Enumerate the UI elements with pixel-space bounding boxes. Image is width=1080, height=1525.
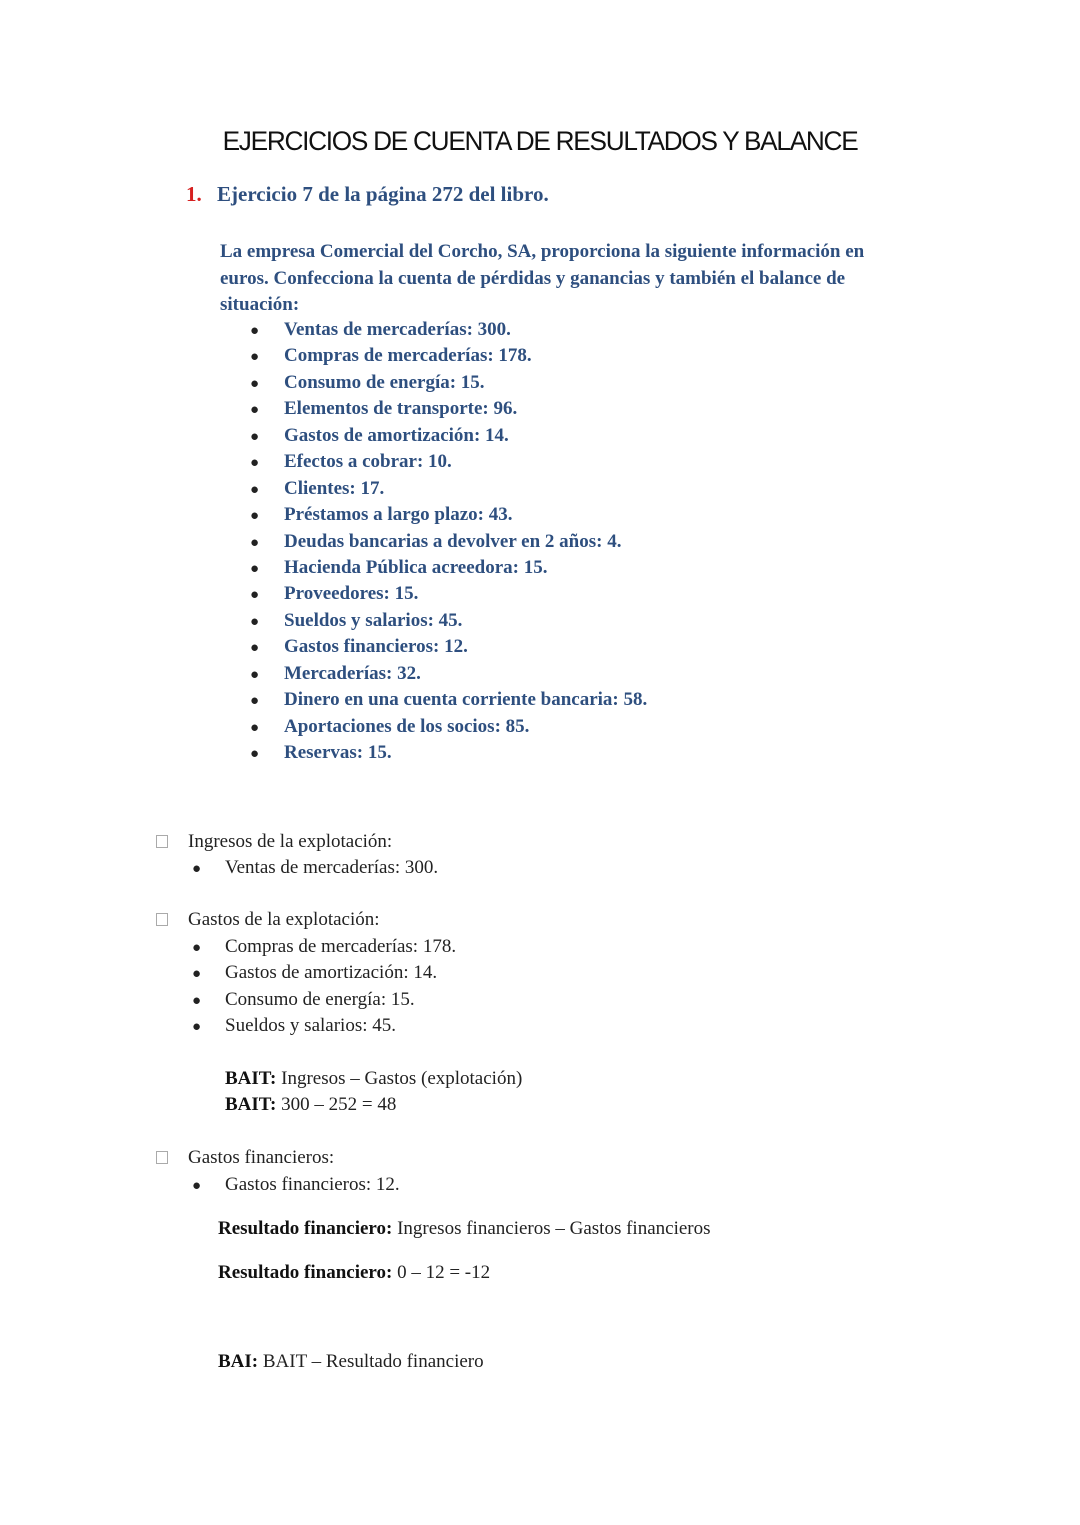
bait-formula: [225, 1068, 522, 1090]
data-list-item: [250, 740, 647, 766]
intro-line: situación:: [220, 294, 300, 315]
bullet-icon: ●: [250, 349, 260, 366]
exercise-number: 1.: [186, 182, 202, 206]
financieros-list: [192, 1172, 400, 1198]
item-text: Dinero en una cuenta corriente bancaria: 58.: [284, 689, 648, 711]
bullet-icon: ●: [250, 693, 260, 710]
data-list-item: [250, 423, 647, 449]
data-list-item: [250, 529, 647, 555]
value: 300 – 252 = 48: [276, 1094, 397, 1115]
list-item: [192, 855, 438, 881]
bullet-icon: ●: [192, 940, 202, 956]
bait-result: [225, 1094, 396, 1116]
bullet-icon: ●: [250, 587, 260, 604]
data-list-item: [250, 396, 647, 422]
data-list-item: [250, 634, 647, 660]
value: 0 – 12 = -12: [392, 1262, 491, 1283]
list-item: [192, 987, 456, 1013]
item-text: Elementos de transporte: 96.: [284, 398, 518, 420]
bullet-icon: ●: [192, 861, 202, 877]
section-heading: Gastos financieros:: [188, 1147, 335, 1168]
bullet-icon: ●: [192, 966, 202, 983]
data-list-item: [250, 343, 647, 369]
label: BAIT:: [225, 1094, 277, 1115]
item-text: Consumo de energía: 15.: [225, 988, 415, 1010]
item-text: Gastos de amortización: 14.: [284, 424, 509, 446]
section-gastos: [156, 909, 380, 931]
gastos-list: [192, 934, 456, 1040]
resultado-financiero-result: [218, 1262, 490, 1284]
item-text: Ventas de mercaderías: 300.: [225, 857, 439, 878]
item-text: Proveedores: 15.: [284, 583, 419, 605]
checkbox-icon: [156, 835, 168, 848]
item-text: Sueldos y salarios: 45.: [284, 609, 463, 631]
value: Ingresos – Gastos (explotación): [276, 1068, 523, 1089]
bullet-icon: ●: [250, 666, 260, 683]
exercise-heading: [186, 182, 549, 207]
data-list-item: [250, 370, 647, 396]
item-text: Consumo de energía: 15.: [284, 371, 485, 393]
data-list-item: [250, 449, 647, 475]
exercise-intro: [220, 239, 864, 319]
data-list-item: [250, 476, 647, 502]
item-text: Mercaderías: 32.: [284, 662, 421, 684]
page-title: EJERCICIOS DE CUENTA DE RESULTADOS Y BALANCE: [222, 126, 858, 156]
label: Resultado financiero:: [218, 1262, 393, 1283]
bullet-icon: ●: [250, 640, 260, 657]
data-list-item: [250, 608, 647, 634]
bullet-icon: ●: [250, 719, 260, 736]
section-heading: Gastos de la explotación:: [188, 909, 380, 930]
item-text: Gastos financieros: 12.: [284, 636, 468, 658]
data-list-item: [250, 687, 647, 713]
exercise-title: Ejercicio 7 de la página 272 del libro.: [217, 182, 549, 206]
section-ingresos: [156, 831, 392, 853]
bullet-icon: ●: [250, 508, 260, 525]
data-list-item: [250, 581, 647, 607]
section-financieros: [156, 1147, 334, 1169]
resultado-financiero-formula: [218, 1218, 711, 1240]
list-item: [192, 1013, 456, 1039]
checkbox-icon: [156, 913, 168, 926]
item-text: Clientes: 17.: [284, 477, 385, 499]
bullet-icon: ●: [250, 560, 260, 577]
data-list-item: [250, 661, 647, 687]
item-text: Gastos de amortización: 14.: [225, 962, 438, 984]
list-item: [192, 960, 456, 986]
item-text: Reservas: 15.: [284, 742, 392, 763]
label: BAI:: [218, 1351, 259, 1372]
bullet-icon: ●: [250, 323, 260, 339]
label: BAIT:: [225, 1068, 277, 1089]
item-text: Deudas bancarias a devolver en 2 años: 4.: [284, 530, 622, 552]
item-text: Gastos financieros: 12.: [225, 1174, 400, 1195]
item-text: Compras de mercaderías: 178.: [284, 345, 532, 367]
bullet-icon: ●: [250, 428, 260, 445]
bullet-icon: ●: [250, 746, 260, 762]
bullet-icon: ●: [192, 1178, 202, 1194]
item-text: Sueldos y salarios: 45.: [225, 1015, 396, 1037]
bullet-icon: ●: [250, 534, 260, 551]
data-list-item: [250, 714, 647, 740]
bullet-icon: ●: [250, 375, 260, 392]
list-item: [192, 934, 456, 960]
item-text: Efectos a cobrar: 10.: [284, 451, 452, 473]
list-item: [192, 1172, 400, 1198]
intro-line: euros. Confecciona la cuenta de pérdidas y ganancias y también el balance de: [220, 267, 846, 289]
data-list-item: [250, 555, 647, 581]
item-text: Compras de mercaderías: 178.: [225, 936, 457, 957]
bullet-icon: ●: [250, 613, 260, 630]
bullet-icon: ●: [192, 1019, 202, 1036]
checkbox-icon: [156, 1151, 168, 1164]
bai-formula: [218, 1351, 484, 1373]
data-list: [250, 317, 647, 766]
item-text: Hacienda Pública acreedora: 15.: [284, 556, 548, 578]
section-heading: Ingresos de la explotación:: [188, 831, 393, 852]
value: Ingresos financieros – Gastos financieros: [392, 1218, 711, 1239]
bullet-icon: ●: [250, 455, 260, 472]
value: BAIT – Resultado financiero: [258, 1351, 484, 1372]
item-text: Aportaciones de los socios: 85.: [284, 715, 530, 737]
label: Resultado financiero:: [218, 1218, 393, 1239]
data-list-item: [250, 317, 647, 343]
data-list-item: [250, 502, 647, 528]
item-text: Ventas de mercaderías: 300.: [284, 319, 511, 340]
bullet-icon: ●: [192, 992, 202, 1009]
bullet-icon: ●: [250, 481, 260, 498]
bullet-icon: ●: [250, 402, 260, 419]
item-text: Préstamos a largo plazo: 43.: [284, 504, 513, 526]
ingresos-list: [192, 855, 438, 881]
intro-line: La empresa Comercial del Corcho, SA, proporciona la siguiente información en: [220, 241, 865, 262]
